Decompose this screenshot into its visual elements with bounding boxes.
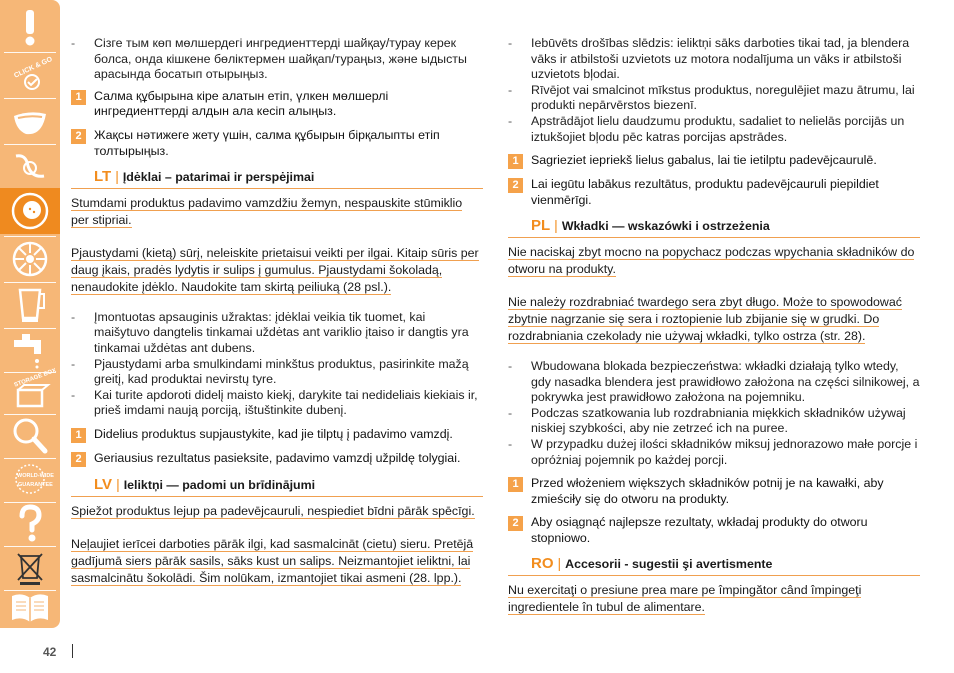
book-icon[interactable] <box>0 584 60 630</box>
bowl-icon[interactable] <box>0 98 60 144</box>
list-item: - Podczas szatkowania lub rozdrabniania miękkich składników używaj niskiej szybkości, aby nie zetrzeć ich na puree. <box>508 405 906 436</box>
page-number-divider <box>72 644 73 658</box>
list-item: - Сізге тым көп мөлшердегі ингредиенттерді шайқау/турау керек болса, онда кішкене бөліктермен шайқап/тураңыз, және ыдысты арасында босатып отырыңыз. <box>71 36 467 82</box>
list-item: - Iebūvēts drošības slēdzis: ieliktņi sāks darboties tikai tad, ja blendera vāks ir atbilstoši uzvietots uz motora nodalījuma un vāks ir atbilstoši uzvietots bļodai. <box>508 36 910 82</box>
storage-box-icon[interactable] <box>0 368 60 414</box>
list-item: - W przypadku dużej ilości składników miksuj jednorazowo małe porcje i opróżniaj pojemnik po każdej porcji. <box>508 436 918 467</box>
svg-text:GUARANTEE: GUARANTEE <box>18 482 53 488</box>
citrus-icon[interactable] <box>0 188 60 234</box>
blade-icon[interactable] <box>0 144 60 190</box>
section-heading-lt: LT | Įdėklai – patarimai ir perspėjimai <box>71 169 483 189</box>
sidebar-navigation <box>0 0 60 628</box>
step-item: 2 Aby osiągnąć najlepsze rezultaty, wkładaj produkty do otworu stopniowo. <box>508 515 920 546</box>
exclamation-icon[interactable] <box>0 4 60 50</box>
list-item: - Kai turite apdoroti didelį maisto kiekį, darykite tai nedideliais kiekiais ir, prieš imdami naują porciją, ištuštinkite dubenį. <box>71 387 478 418</box>
svg-text:STORAGE BOX: STORAGE BOX <box>13 367 58 389</box>
step-item: 1 Przed włożeniem większych składników potnij je na kawałki, aby zmieściły się do otworu na produkty. <box>508 476 920 507</box>
list-item: - Pjaustydami arba smulkindami minkštus produktus, pasirinkite mažą greitį, kad produktai nevirstų tyre. <box>71 356 469 387</box>
paragraph: Spiežot produktus lejup pa padevējcauruli, nespiediet bīdni pārāk spēcīgi. <box>71 503 475 518</box>
blender-jug-icon[interactable] <box>0 282 60 328</box>
page-number: 42 <box>43 645 57 659</box>
list-item: - Wbudowana blokada bezpieczeństwa: wkładki działają tylko wtedy, gdy nasadka blendera jest prawidłowo założona na części silnikowej, a pokrywka jest prawidłowo założona na pojemniku. <box>508 358 920 405</box>
list-item: - Įmontuotas apsauginis užraktas: įdėklai veikia tik tuomet, kai maišytuvo dangtelis tinkamai uždėtas ant variklio įtaiso ir dangtis yra tinkamai uždėtas ant dubens. <box>71 309 469 355</box>
paragraph: Nie naciskaj zbyt mocno na popychacz podczas wpychania składników do otworu na produkty. <box>508 244 915 276</box>
section-heading-ro: RO | Accesorii - sugestii şi avertismente <box>508 556 920 576</box>
section-heading-lv: LV | Ieliktņi — padomi un brīdinājumi <box>71 477 483 497</box>
step-item: 1 Sagrieziet iepriekš lielus gabalus, lai tie ietilptu padevējcaurulē. <box>508 153 920 169</box>
magnifier-icon[interactable] <box>0 412 60 458</box>
paragraph: Neļaujiet ierīcei darboties pārāk ilgi, kad sasmalcināt (cietu) sieru. Pretējā gadījumā siers pārāk sasils, sāks kust un salips. Neizmantojiet ieliktni, lai sasmalcinātu šokolādi. Šim nolūkam, izmantojiet tikai asmeni (28. lpp.). <box>71 536 474 585</box>
guarantee-icon[interactable] <box>0 456 60 502</box>
step-item: 2 Geriausius rezultatus pasieksite, padavimo vamzdį užpildę tolygiai. <box>71 451 483 467</box>
svg-text:CLICK & GO: CLICK & GO <box>13 55 54 80</box>
list-item: - Rīvējot vai smalcinot mīkstus produktus, noregulējiet mazu ātrumu, lai produkti nepārvērstos biezenī. <box>508 82 915 113</box>
left-column <box>71 36 483 587</box>
section-heading-pl: PL | Wkładki — wskazówki i ostrzeżenia <box>508 218 920 238</box>
step-item: 2 Lai iegūtu labākus rezultātus, produktu padevējcauruli piepildiet vienmērīgi. <box>508 177 920 208</box>
bullet-list <box>508 359 920 468</box>
tap-icon[interactable] <box>0 326 60 372</box>
question-icon[interactable] <box>0 500 60 546</box>
list-item: - Apstrādājot lielu daudzumu produktu, sadaliet to nelielās porcijās un iztukšojiet bļodu pēc katras porcijas apstrādes. <box>508 113 905 144</box>
bullet-list <box>71 310 483 419</box>
paragraph: Pjaustydami (kietą) sūrį, neleiskite prietaisui veikti per ilgai. Kitaip sūris per daug įkais, pradės lydytis ir sulips į gumulus. Pjaustydami šokoladą, nenaudokite įdėklo. Naudokite tam skirtą peiliuką (28 psl.). <box>71 245 479 294</box>
paragraph: Stumdami produktus padavimo vamzdžiu žemyn, nespauskite stūmiklio per stipriai. <box>71 195 463 227</box>
step-item: 2 Жақсы нәтижеге жету үшін, салма құбырын бірқалыпты етіп толтырыңыз. <box>71 128 483 159</box>
paragraph: Nu exercitaţi o presiune prea mare pe împingător când împingeţi ingredientele în tubul de alimentare. <box>508 583 862 615</box>
click-and-go-icon[interactable] <box>0 52 60 98</box>
step-item: 1 Салма құбырына кіре алатын етіп, үлкен мөлшерлі ингредиенттерді алдын ала кесіп алыңыз. <box>71 89 483 120</box>
paragraph: Nie należy rozdrabniać twardego sera zbyt długo. Może to spowodować zbytnie nagrzanie się sera i roztopienie lub zbijanie się w grudki. Do rozdrabniania czekolady nie używaj wkładki, tylko ostrza (str. 28). <box>508 294 902 343</box>
svg-text:WORLD-WIDE: WORLD-WIDE <box>17 473 54 479</box>
right-column <box>508 36 920 616</box>
step-item: 1 Didelius produktus supjaustykite, kad jie tilptų į padavimo vamzdį. <box>71 427 483 443</box>
disc-icon[interactable] <box>0 236 60 282</box>
